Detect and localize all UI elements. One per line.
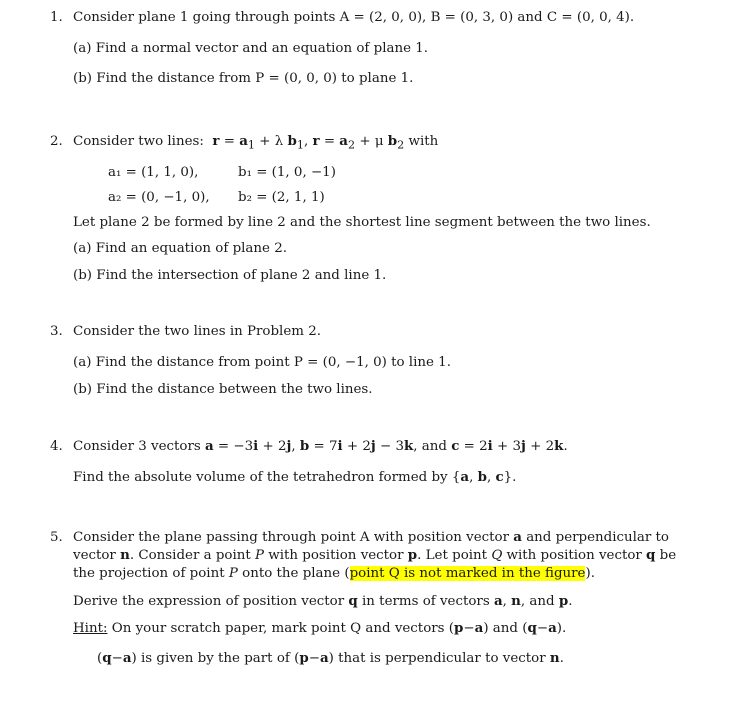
problem-2-part-a: (a) Find an equation of plane 2.: [73, 241, 287, 256]
problem-2-statement: Consider two lines: $r = a_1 + \lambda$ $b_1$, $r = a_2 + \mu$ $b_2$ with: [73, 133, 439, 152]
highlighted-note: point Q is not marked in the figure: [349, 566, 586, 581]
problem-3-statement: Consider the two lines in Problem 2.: [73, 324, 321, 339]
problem-5-line-4: Derive the expression of position vector q in terms of vectors a, n, and p.: [73, 593, 573, 609]
problem-2-b1: b₁ = (1, 0, −1): [238, 165, 336, 180]
problem-2-a1: a₁ = (1, 1, 0),: [108, 165, 199, 180]
problem-2-number: 2.: [50, 134, 63, 149]
problem-5-line-1: Consider the plane passing through point A with position vector a and perpendicular to: [73, 529, 669, 545]
problem-1-part-b: (b) Find the distance from P = (0, 0, 0) to plane 1.: [73, 71, 414, 86]
problem-1-statement: Consider plane 1 going through points A = (2, 0, 0), B = (0, 3, 0) and C = (0, 0, 4).: [73, 10, 635, 25]
problem-4-statement: Consider 3 vectors a = −3i + 2j, b = 7i + 2j − 3k, and c = 2i + 3j + 2k.: [73, 438, 568, 454]
problem-2-a2: a₂ = (0, −1, 0),: [108, 190, 210, 205]
problem-5-number: 5.: [50, 530, 63, 545]
problem-5-line-3: the projection of point P onto the plane (point Q is not marked in the figure).: [73, 566, 595, 581]
problem-3-part-b: (b) Find the distance between the two lines.: [73, 382, 373, 397]
problem-1-number: 1.: [50, 10, 63, 25]
problem-5-line-2: vector n. Consider a point P with position vector p. Let point Q with position vector q be: [73, 547, 677, 563]
hint-label: Hint:: [73, 621, 108, 636]
problem-4-number: 4.: [50, 439, 63, 454]
problem-5-hint: Hint: On your scratch paper, mark point Q and vectors (p−a) and (q−a).: [73, 620, 567, 636]
problem-3-number: 3.: [50, 324, 63, 339]
problem-2-part-b: (b) Find the intersection of plane 2 and line 1.: [73, 268, 387, 283]
problem-3-part-a: (a) Find the distance from point P = (0, −1, 0) to line 1.: [73, 355, 451, 370]
problem-5-hint-detail: (q−a) is given by the part of (p−a) that is perpendicular to vector n.: [97, 650, 564, 666]
problem-4-question: Find the absolute volume of the tetrahedron formed by {a, b, c}.: [73, 469, 517, 485]
problem-2-plane-text: Let plane 2 be formed by line 2 and the shortest line segment between the two lines.: [73, 215, 651, 230]
problem-1-part-a: (a) Find a normal vector and an equation of plane 1.: [73, 41, 429, 56]
problem-2-b2: b₂ = (2, 1, 1): [238, 190, 325, 205]
